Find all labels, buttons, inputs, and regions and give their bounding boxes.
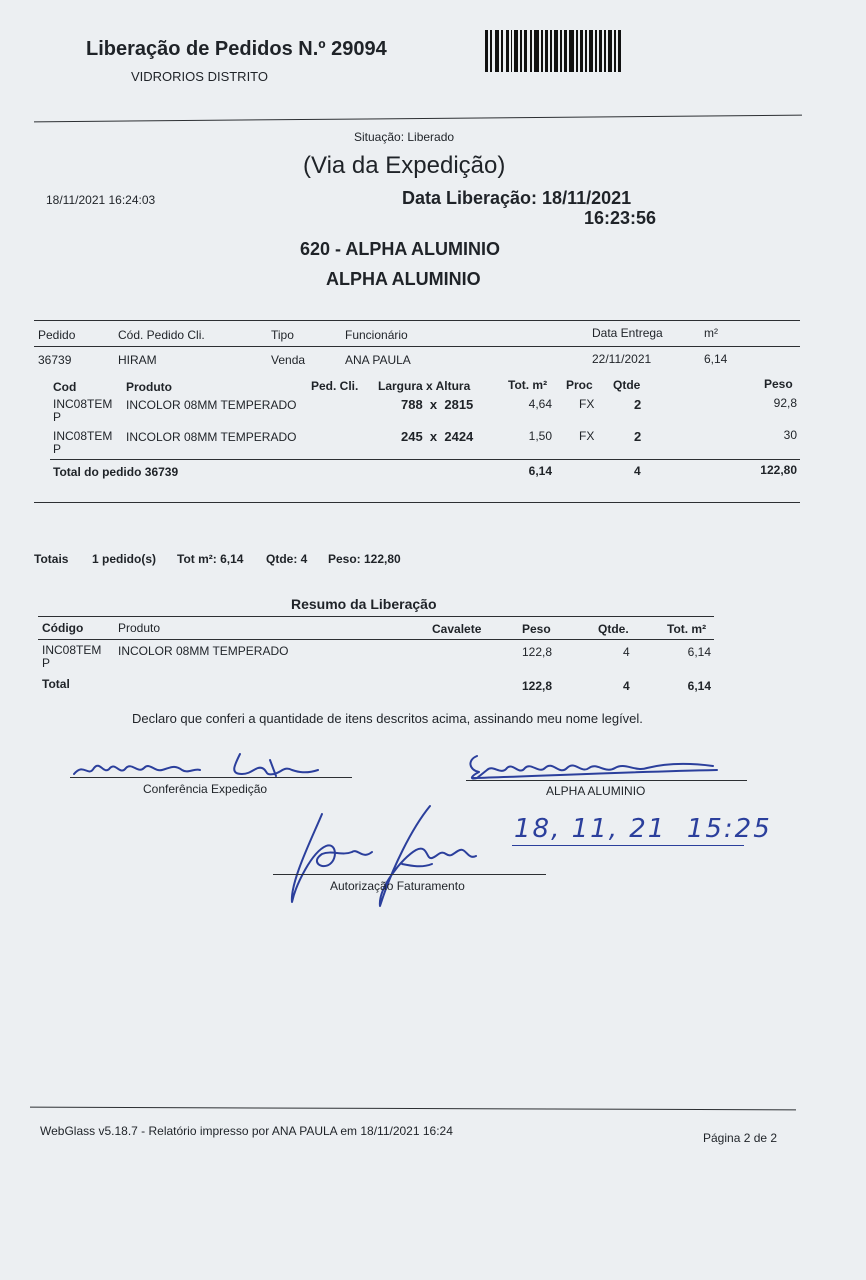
item-cod-suffix: P <box>53 410 62 424</box>
cliente-label: ALPHA ALUMINIO <box>546 784 646 798</box>
order-total-label: Total do pedido 36739 <box>53 465 179 479</box>
item-cod: INC08TEM <box>53 397 113 411</box>
totals-pedidos: 1 pedido(s) <box>92 552 157 566</box>
declaration-text: Declaro que conferi a quantidade de itens descritos acima, assinando meu nome legível. <box>132 711 643 726</box>
summary-qtde: 4 <box>623 645 630 659</box>
client-code-name: 620 - ALPHA ALUMINIO <box>300 239 501 259</box>
footer-page-number: Página 2 de 2 <box>703 1131 778 1145</box>
item-col-cod: Cod <box>53 380 77 394</box>
signature-line-conferencia <box>70 777 352 778</box>
signature-cliente <box>463 750 723 784</box>
item-col-produto: Produto <box>126 380 172 394</box>
signature-conferencia <box>70 748 330 784</box>
order-m2: 6,14 <box>704 352 728 366</box>
summary-row <box>42 644 101 670</box>
item-dimensions: 788 x 2815 <box>401 397 474 412</box>
item-col-qtde: Qtde <box>613 378 641 392</box>
summary-top-rule <box>38 616 714 617</box>
order-cod-cli: HIRAM <box>118 353 157 367</box>
col-pedido: Pedido <box>38 328 76 342</box>
release-time: 16:23:56 <box>584 208 657 228</box>
col-funcionario: Funcionário <box>345 328 408 342</box>
order-total-m2: 6,14 <box>528 464 552 478</box>
summary-tot-m2: 6,14 <box>687 645 711 659</box>
release-date: Data Liberação: 18/11/2021 <box>402 188 632 208</box>
item-dimensions: 245 x 2424 <box>401 429 474 444</box>
order-data-entrega: 22/11/2021 <box>592 352 652 366</box>
item-col-peso: Peso <box>764 377 793 391</box>
order-bottom-rule <box>34 502 800 503</box>
totals-peso: Peso: 122,80 <box>328 552 401 566</box>
summary-total-peso: 122,8 <box>521 679 552 693</box>
order-total-rule <box>50 459 800 460</box>
col-tipo: Tipo <box>271 328 294 342</box>
item-row-2 <box>53 430 112 456</box>
summary-title: Resumo da Liberação <box>291 596 437 612</box>
document-title: Liberação de Pedidos N.º 29094 <box>86 38 387 60</box>
signature-line-cliente <box>466 780 747 781</box>
printed-datetime: 18/11/2021 16:24:03 <box>46 193 156 207</box>
item-tot-m2: 1,50 <box>528 429 552 443</box>
item-produto: INCOLOR 08MM TEMPERADO <box>126 398 297 412</box>
item-qtde: 2 <box>634 429 642 444</box>
footer-printed-by: WebGlass v5.18.7 - Relatório impresso por ANA PAULA em 18/11/2021 16:24 <box>40 1124 453 1138</box>
item-cod: INC08TEM <box>53 429 113 443</box>
summary-produto: INCOLOR 08MM TEMPERADO <box>118 644 289 658</box>
order-total-qtde: 4 <box>634 464 641 478</box>
handwritten-date: 18, 11, 21 15:25 <box>514 814 772 844</box>
item-cod-suffix: P <box>53 442 62 456</box>
order-top-rule <box>34 320 800 321</box>
summary-col-tot-m2: Tot. m² <box>667 622 707 636</box>
order-tipo: Venda <box>271 353 306 367</box>
autorizacao-label: Autorização Faturamento <box>330 879 465 893</box>
item-col-proc: Proc <box>566 378 593 392</box>
item-produto: INCOLOR 08MM TEMPERADO <box>126 430 297 444</box>
summary-col-qtde: Qtde. <box>598 622 629 636</box>
totals-m2: Tot m²: 6,14 <box>177 552 244 566</box>
summary-total-qtde: 4 <box>623 679 630 693</box>
footer-rule <box>30 1107 796 1111</box>
summary-header-rule <box>38 639 714 640</box>
order-header-rule <box>34 346 800 347</box>
col-cod-cli: Cód. Pedido Cli. <box>118 328 205 342</box>
summary-col-cavalete: Cavalete <box>432 622 482 636</box>
summary-codigo: INC08TEM <box>42 643 102 657</box>
client-name: ALPHA ALUMINIO <box>326 269 481 289</box>
summary-total-label: Total <box>42 677 70 691</box>
item-col-tot-m2: Tot. m² <box>508 378 548 392</box>
item-peso: 30 <box>783 428 797 442</box>
item-qtde: 2 <box>634 397 642 412</box>
item-proc: FX <box>579 397 595 411</box>
handwritten-date-underline <box>512 845 744 846</box>
order-total-peso: 122,80 <box>760 463 797 477</box>
item-col-largura-altura: Largura x Altura <box>378 379 471 393</box>
signature-line-autorizacao <box>273 874 546 875</box>
summary-col-codigo: Código <box>42 621 84 635</box>
summary-col-produto: Produto <box>118 621 161 635</box>
summary-col-peso: Peso <box>522 622 551 636</box>
conferencia-label: Conferência Expedição <box>143 782 268 796</box>
header-divider <box>34 115 802 123</box>
item-tot-m2: 4,64 <box>528 397 552 411</box>
barcode-icon <box>485 30 623 72</box>
summary-peso: 122,8 <box>521 645 552 659</box>
order-funcionario: ANA PAULA <box>345 353 411 367</box>
signature-autorizacao <box>282 798 482 912</box>
totals-qtde: Qtde: 4 <box>266 552 308 566</box>
totals-label: Totais <box>34 552 69 566</box>
col-data-entrega: Data Entrega <box>592 326 663 340</box>
item-col-ped-cli: Ped. Cli. <box>311 379 359 393</box>
summary-codigo-suffix: P <box>42 656 51 670</box>
col-m2: m² <box>704 326 718 340</box>
item-peso: 92,8 <box>773 396 797 410</box>
item-proc: FX <box>579 429 595 443</box>
order-pedido: 36739 <box>38 353 72 367</box>
company-name: VIDRORIOS DISTRITO <box>131 69 268 84</box>
status-text: Situação: Liberado <box>354 130 455 144</box>
summary-total-tot-m2: 6,14 <box>687 679 711 693</box>
copy-label: (Via da Expedição) <box>303 152 506 179</box>
item-row-1 <box>53 398 112 424</box>
